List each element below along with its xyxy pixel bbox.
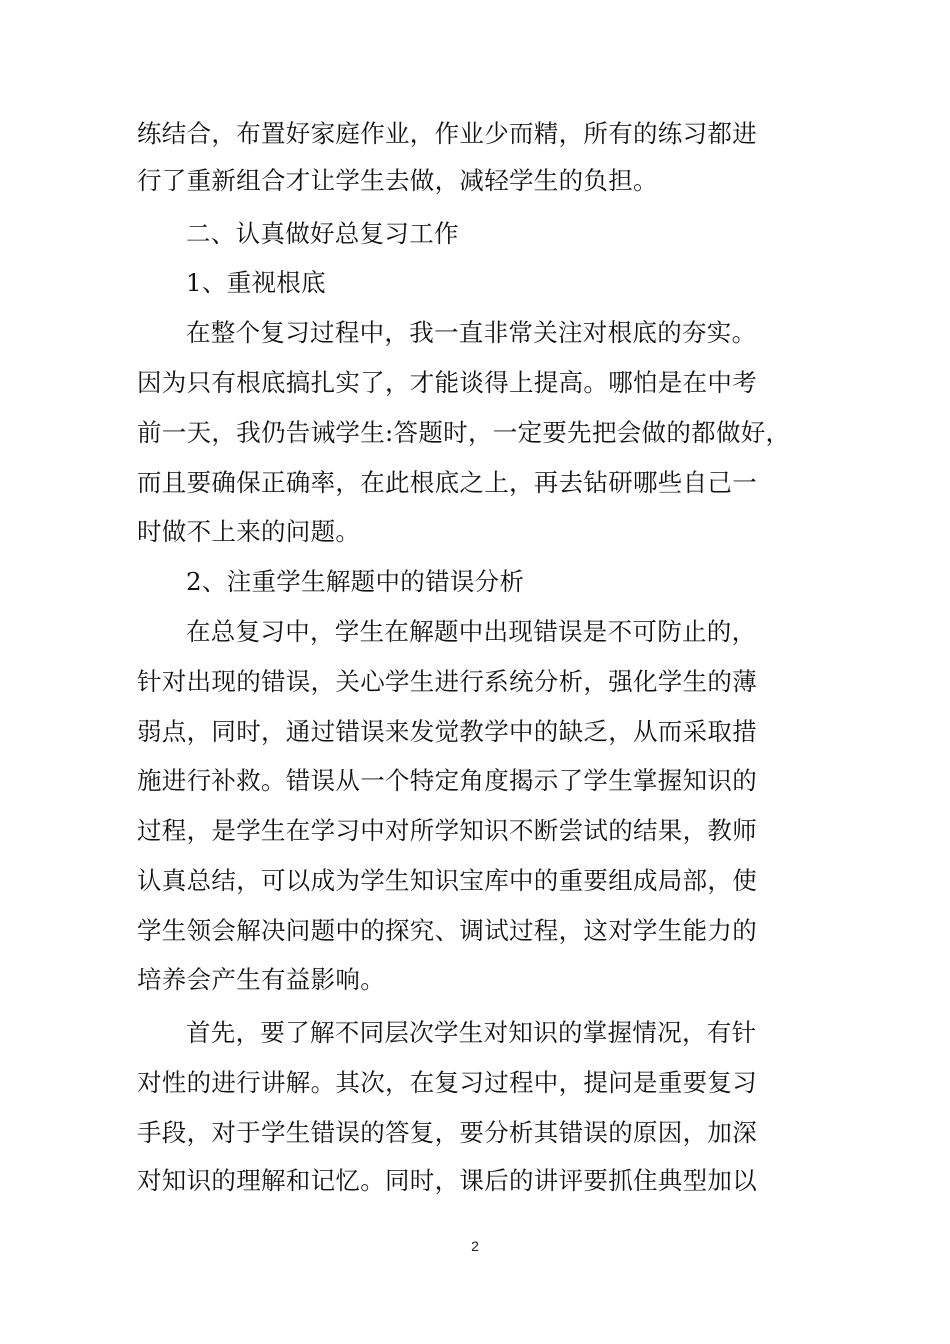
text-line: 培养会产生有益影响。 [137, 965, 385, 994]
text-line: 因为只有根底搞扎实了，才能谈得上提高。哪怕是在中考 [137, 368, 757, 397]
text-line: 手段，对于学生错误的答复，要分析其错误的原因，加深 [137, 1118, 757, 1147]
text-line: 过程，是学生在学习中对所学知识不断尝试的结果，教师 [137, 816, 757, 845]
text-line: 弱点，同时，通过错误来发觉教学中的缺乏，从而采取措 [137, 717, 757, 746]
text-line: 对性的进行讲解。其次，在复习过程中，提问是重要复习 [137, 1068, 757, 1097]
text-line: 在总复习中，学生在解题中出现错误是不可防止的， [186, 617, 757, 646]
text-line: 施进行补救。错误从一个特定角度揭示了学生掌握知识的 [137, 766, 757, 795]
page-number: 2 [471, 1238, 479, 1254]
subsection-heading: 2、注重学生解题中的错误分析 [186, 567, 525, 596]
text-line: 时做不上来的问题。 [137, 517, 361, 546]
text-line: 学生领会解决问题中的探究、调试过程，这对学生能力的 [137, 916, 757, 945]
text-line: 针对出现的错误，关心学生进行系统分析，强化学生的薄 [137, 667, 757, 696]
text-line: 而且要确保正确率，在此根底之上，再去钻研哪些自己一 [137, 468, 757, 497]
text-line: 练结合，布置好家庭作业，作业少而精，所有的练习都进 [137, 119, 757, 148]
text-line: 前一天，我仍告诫学生:答题时，一定要先把会做的都做好， [137, 418, 791, 447]
text-line: 行了重新组合才让学生去做，减轻学生的负担。 [137, 166, 658, 195]
text-line: 认真总结，可以成为学生知识宝库中的重要组成局部，使 [137, 866, 757, 895]
text-line: 在整个复习过程中，我一直非常关注对根底的夯实。 [186, 318, 757, 347]
subsection-heading: 1、重视根底 [186, 268, 326, 297]
text-line: 对知识的理解和记忆。同时，课后的讲评要抓住典型加以 [137, 1166, 757, 1195]
text-line: 首先，要了解不同层次学生对知识的掌握情况，有针 [186, 1018, 757, 1047]
section-heading: 二、认真做好总复习工作 [186, 219, 459, 248]
